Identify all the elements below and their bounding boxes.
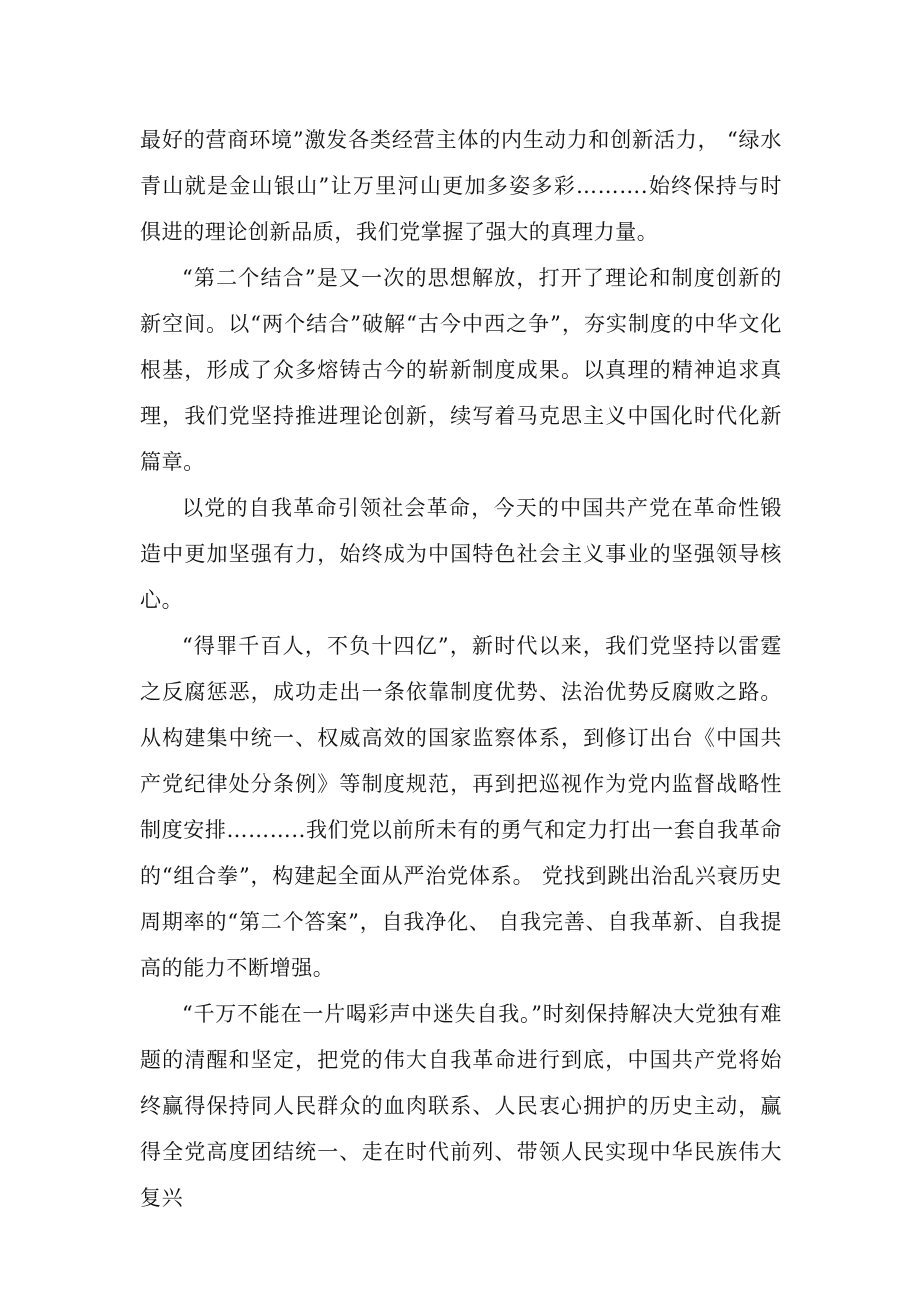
document-body [140, 117, 782, 1221]
paragraph-3: 以党的自我革命引领社会革命，今天的中国共产党在革命性锻造中更加坚强有力，始终成为中国特色社会主义事业的坚强领导核心。 [140, 496, 782, 612]
paragraph-2: “第二个结合”是又一次的思想解放，打开了理论和制度创新的新空间。以“两个结合”破解“古今中西之争”，夯实制度的中华文化根基，形成了众多熔铸古今的崭新制度成果。以真理的精神追求真理，我们党坚持推进理论创新，续写着马克思主义中国化时代化新篇章。 [140, 266, 782, 474]
paragraph-1: 最好的营商环境”激发各类经营主体的内生动力和创新活力， “绿水青山就是金山银山”让万里河山更加多姿多彩……….始终保持与时俱进的理论创新品质，我们党掌握了强大的真理力量。 [140, 128, 782, 244]
paragraph-4: “得罪千百人，不负十四亿”，新时代以来，我们党坚持以雷霆之反腐惩恶，成功走出一条依靠制度优势、法治优势反腐败之路。从构建集中统一、权威高效的国家监察体系，到修订出台《中国共产党纪律处分条例》等制度规范，再到把巡视作为党内监督战略性制度安排………..我们党以前所未有的勇气和定力打出一套自我革命的“组合拳”，构建起全面从严治党体系。 党找到跳出治乱兴衰历史周期率的“第二个答案”，自我净化、 自我完善、自我革新、自我提高的能力不断增强。 [140, 634, 782, 980]
paragraph-5: “千万不能在一片喝彩声中迷失自我。”时刻保持解决大党独有难题的清醒和坚定，把党的伟大自我革命进行到底，中国共产党将始终赢得保持同人民群众的血肉联系、人民衷心拥护的历史主动，赢得全党高度团结统一、走在时代前列、带领人民实现中华民族伟大复兴 [140, 1002, 782, 1210]
